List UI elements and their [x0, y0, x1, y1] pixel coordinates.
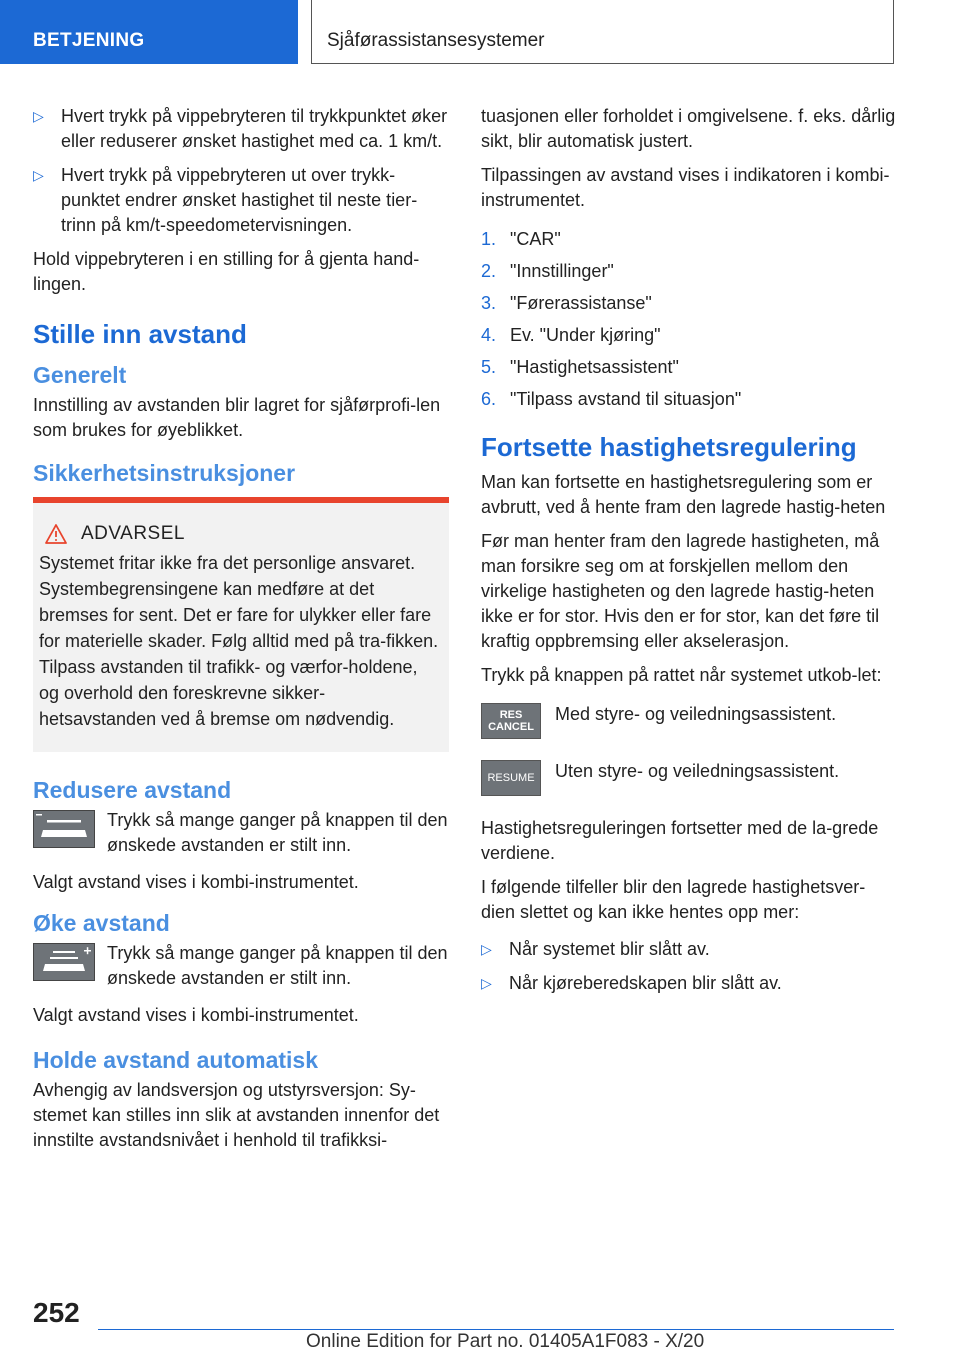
resume-text: Uten styre- og veiledningsassistent. — [555, 761, 840, 781]
paragraph: Man kan fortsette en hastighetsregulering som er avbrutt, ved å hente fram den lagrede hastig-heten — [481, 472, 886, 517]
edition-footer: Online Edition for Part no. 01405A1F083 - X/20 — [306, 1331, 705, 1352]
bullet-item: ▷ Når kjøreberedskapen blir slått av. — [481, 971, 897, 996]
page-number: 252 — [33, 1297, 80, 1328]
list-item: 3. "Førerassistanse" — [481, 293, 652, 313]
right-column — [481, 104, 897, 1005]
warning-header — [39, 521, 439, 546]
paragraph: I følgende tilfeller blir den lagrede hastighetsver-dien slettet og kan ikke hentes opp mer: — [481, 877, 866, 922]
resume-button-icon: RESUME — [481, 760, 541, 796]
paragraph: Hold vippebryteren i en stilling for å gjenta hand-lingen. — [33, 249, 420, 294]
paragraph: Avhengig av landsversjon og utstyrsversjon: Sy-stemet kan stilles inn slik at avstanden innenfor det innstilte avstandsnivået i henhold til trafikksi- — [33, 1080, 440, 1150]
paragraph: Valgt avstand vises i kombi-instrumentet. — [33, 1005, 359, 1025]
oke-text: Trykk så mange ganger på knappen til den ønskede avstanden er stilt inn. — [107, 943, 448, 988]
heading-fortsette: Fortsette hastighetsregulering — [481, 432, 857, 462]
warning-title: ADVARSEL — [81, 523, 185, 544]
heading-oke: Øke avstand — [33, 910, 170, 936]
left-column — [33, 104, 449, 1162]
chapter-tab — [311, 0, 894, 64]
triangle-bullet-icon: ▷ — [481, 975, 492, 991]
bullet-item: ▷ Hvert trykk på vippebryteren til trykkpunktet øker eller reduserer ønsket hastighet med ca. 1 km/t. — [33, 106, 448, 151]
heading-sikkerhet: Sikkerhetsinstruksjoner — [33, 460, 296, 486]
bullet-item: ▷ Når systemet blir slått av. — [481, 937, 897, 962]
triangle-bullet-icon: ▷ — [33, 167, 44, 183]
heading-generelt: Generelt — [33, 362, 127, 388]
heading-stille-inn-avstand: Stille inn avstand — [33, 319, 247, 349]
list-item: 5. "Hastighetsassistent" — [481, 357, 679, 377]
section-tab — [0, 0, 298, 64]
warning-box — [33, 497, 449, 752]
section-title: BETJENING — [33, 30, 145, 51]
paragraph: Hastighetsreguleringen fortsetter med de la-grede verdiene. — [481, 818, 879, 863]
heading-redusere: Redusere avstand — [33, 777, 232, 803]
heading-holde: Holde avstand automatisk — [33, 1047, 319, 1073]
paragraph: Trykk på knappen på rattet når systemet utkob-let: — [481, 665, 882, 685]
list-item: 2. "Innstillinger" — [481, 261, 614, 281]
res-cancel-row — [481, 702, 897, 739]
paragraph: tuasjonen eller forholdet i omgivelsene. f. eks. dårlig sikt, blir automatisk justert. — [481, 106, 896, 151]
paragraph: Før man henter fram den lagrede hastigheten, må man forsikre seg om at forskjellen mellom den virkelige hastigheten og den lagrede hastig-heten ikke er for stor. Hvis den er for stor, kan det føre til kraftig oppbremsing eller akselerasjon. — [481, 531, 880, 651]
warning-triangle-icon — [45, 524, 67, 544]
triangle-bullet-icon: ▷ — [481, 941, 492, 957]
redusere-row — [33, 808, 449, 858]
resume-row — [481, 759, 897, 796]
list-item: 4. Ev. "Under kjøring" — [481, 325, 661, 345]
paragraph: Valgt avstand vises i kombi-instrumentet. — [33, 872, 359, 892]
distance-increase-button-icon — [33, 943, 95, 981]
oke-row — [33, 941, 449, 991]
footer-divider — [98, 1329, 894, 1330]
distance-decrease-button-icon — [33, 810, 95, 848]
warning-text: Systemet fritar ikke fra det personlige ansvaret. Systembegrensingene kan medføre at det bremses for sent. Det er fare for ulykker eller fare for materielle skader. Følg alltid med på tra-fikken. Tilpass avstanden til trafikk- og værfor-holdene, og overhold den foreskrevne sikker-hetsavstanden ved å bremse om nødvendig. — [39, 553, 439, 729]
paragraph: Innstilling av avstanden blir lagret for sjåførprofi-len som brukes for øyeblikket. — [33, 395, 441, 440]
list-item: 6. "Tilpass avstand til situasjon" — [481, 389, 742, 409]
res-cancel-button-icon: RES CANCEL — [481, 703, 541, 739]
redusere-text: Trykk så mange ganger på knappen til den ønskede avstanden er stilt inn. — [107, 810, 448, 855]
res-cancel-text: Med styre- og veiledningsassistent. — [555, 704, 837, 724]
paragraph: Tilpassingen av avstand vises i indikatoren i kombi-instrumentet. — [481, 165, 890, 210]
bullet-item: ▷ Hvert trykk på vippebryteren ut over trykk-punktet endrer ønsket hastighet til neste tier-trinn på km/t-speedometervisningen. — [33, 165, 418, 235]
triangle-bullet-icon: ▷ — [33, 108, 44, 124]
list-item: 1. "CAR" — [481, 229, 561, 249]
chapter-title: Sjåførassistansesystemer — [327, 30, 545, 51]
